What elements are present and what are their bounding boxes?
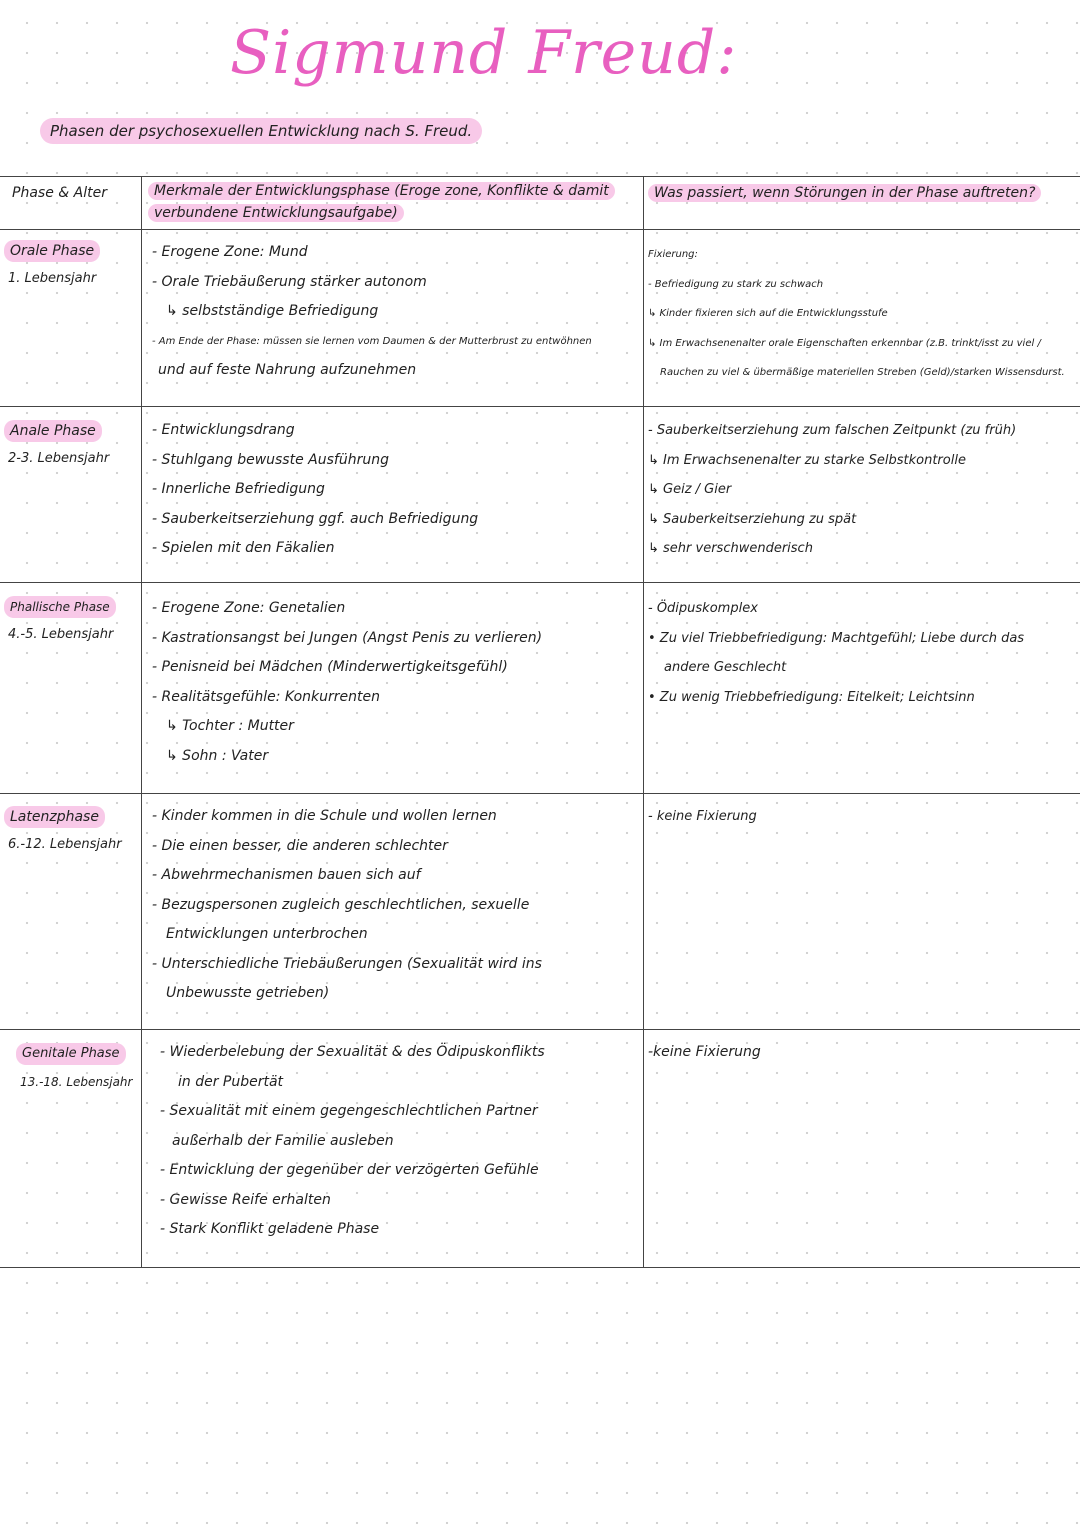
feature-line: - Gewisse Reife erhalten xyxy=(160,1191,331,1208)
feature-line: - Sexualität mit einem gegengeschlechtlichen Partner xyxy=(160,1103,538,1119)
feature-line: - Erogene Zone: Genetalien xyxy=(152,600,346,616)
features-latency xyxy=(152,802,638,1009)
feature-line: Unbewusste getrieben) xyxy=(166,985,330,1001)
disturbance-line: -keine Fixierung xyxy=(648,1044,761,1060)
header-phase-age-text: Phase & Alter xyxy=(12,185,107,201)
disturbances-oral xyxy=(648,240,1076,388)
disturbances-anal xyxy=(648,416,1076,564)
header-disturbances-text: Was passiert, wenn Störungen in der Phase auftreten? xyxy=(648,184,1041,202)
feature-line: - Entwicklung der gegenüber der verzögerten Gefühle xyxy=(160,1162,539,1178)
feature-line: - Orale Triebäußerung stärker autonom xyxy=(152,273,427,290)
column-divider-2 xyxy=(643,176,644,1267)
phase-age: 2-3. Lebensjahr xyxy=(8,451,110,466)
feature-line: - Stark Konflikt geladene Phase xyxy=(160,1221,380,1237)
disturbances-phallic xyxy=(648,594,1076,712)
disturbance-line: ↳ Im Erwachsenenalter zu starke Selbstkontrolle xyxy=(648,452,966,468)
disturbances-latency xyxy=(648,802,1076,832)
feature-line: - Wiederbelebung der Sexualität & des Ödipuskonflikts xyxy=(160,1044,545,1060)
feature-line: - Entwicklungsdrang xyxy=(152,422,295,438)
disturbance-line: Rauchen zu viel & übermäßige materiellen Streben (Geld)/starken Wissensdurst. xyxy=(660,367,1065,378)
disturbance-line: - Sauberkeitserziehung zum falschen Zeitpunkt (zu früh) xyxy=(648,423,1017,438)
page-title: Sigmund Freud: xyxy=(230,18,738,88)
feature-line: - Kinder kommen in die Schule und wollen lernen xyxy=(152,808,497,824)
disturbance-line: andere Geschlecht xyxy=(664,660,787,675)
phase-age: 1. Lebensjahr xyxy=(8,271,97,286)
feature-line: - Innerliche Befriedigung xyxy=(152,481,325,497)
feature-line: ↳ selbstständige Befriedigung xyxy=(166,303,379,319)
header-features-line2: verbundene Entwicklungsaufgabe) xyxy=(148,204,404,222)
phase-name: Genitale Phase xyxy=(16,1043,126,1065)
feature-line: - Sauberkeitserziehung ggf. auch Befriedigung xyxy=(152,510,479,527)
disturbance-line: Fixierung: xyxy=(648,249,698,260)
features-phallic xyxy=(152,594,638,771)
row-divider-2 xyxy=(0,582,1080,583)
disturbance-line: ↳ Kinder fixieren sich auf die Entwicklungsstufe xyxy=(648,308,888,319)
row-divider-1 xyxy=(0,406,1080,407)
phase-age: 4.-5. Lebensjahr xyxy=(8,627,114,642)
phase-name: Anale Phase xyxy=(4,420,102,442)
disturbance-line: - keine Fixierung xyxy=(648,809,757,824)
header-features xyxy=(148,180,638,224)
feature-line: außerhalb der Familie ausleben xyxy=(172,1132,394,1149)
feature-line: - Am Ende der Phase: müssen sie lernen vom Daumen & der Mutterbrust zu entwöhnen xyxy=(152,335,592,347)
header-divider xyxy=(0,229,1080,230)
features-oral xyxy=(152,238,638,386)
phase-name: Latenzphase xyxy=(4,806,105,828)
disturbance-line: • Zu viel Triebbefriedigung: Machtgefühl; Liebe durch das xyxy=(648,630,1025,646)
feature-line: - Die einen besser, die anderen schlechter xyxy=(152,837,448,854)
feature-line: - Erogene Zone: Mund xyxy=(152,244,308,260)
feature-line: - Kastrationsangst bei Jungen (Angst Penis zu verlieren) xyxy=(152,629,543,646)
disturbance-line: ↳ sehr verschwenderisch xyxy=(648,541,813,556)
feature-line: und auf feste Nahrung aufzunehmen xyxy=(158,362,417,378)
feature-line: - Bezugspersonen zugleich geschlechtlichen, sexuelle xyxy=(152,896,530,913)
feature-line: - Abwehrmechanismen bauen sich auf xyxy=(152,867,421,883)
disturbance-line: ↳ Geiz / Gier xyxy=(648,482,732,497)
header-disturbances xyxy=(648,182,1073,204)
phase-cell-genital xyxy=(16,1042,132,1093)
disturbance-line: ↳ Sauberkeitserziehung zu spät xyxy=(648,511,857,527)
feature-line: in der Pubertät xyxy=(178,1073,284,1090)
phase-cell-latency xyxy=(4,806,122,856)
row-divider-3 xyxy=(0,793,1080,794)
feature-line: - Realitätsgefühle: Konkurrenten xyxy=(152,688,380,705)
phase-name: Orale Phase xyxy=(4,240,100,262)
feature-line: ↳ Sohn : Vater xyxy=(166,747,269,764)
phase-age: 13.-18. Lebensjahr xyxy=(20,1075,133,1089)
features-genital xyxy=(160,1038,638,1245)
phase-age: 6.-12. Lebensjahr xyxy=(8,837,122,852)
feature-line: - Stuhlgang bewusste Ausführung xyxy=(152,451,389,468)
disturbance-line: • Zu wenig Triebbefriedigung: Eitelkeit; Leichtsinn xyxy=(648,689,975,705)
row-divider-4 xyxy=(0,1029,1080,1030)
features-anal xyxy=(152,416,638,564)
feature-line: - Spielen mit den Fäkalien xyxy=(152,540,335,556)
disturbances-genital xyxy=(648,1038,1076,1068)
table-top-border xyxy=(0,176,1080,177)
feature-line: - Unterschiedliche Triebäußerungen (Sexualität wird ins xyxy=(152,955,542,972)
page-subtitle: Phasen der psychosexuellen Entwicklung nach S. Freud. xyxy=(40,118,482,144)
feature-line: ↳ Tochter : Mutter xyxy=(166,718,294,734)
feature-line: - Penisneid bei Mädchen (Minderwertigkeitsgefühl) xyxy=(152,659,508,675)
phase-cell-anal xyxy=(4,420,109,470)
phase-name: Phallische Phase xyxy=(4,596,116,618)
phase-cell-oral xyxy=(4,240,100,290)
feature-line: Entwicklungen unterbrochen xyxy=(166,926,368,942)
disturbance-line: ↳ Im Erwachsenenalter orale Eigenschaften erkennbar (z.B. trinkt/isst zu viel / xyxy=(648,337,1041,349)
header-features-line1: Merkmale der Entwicklungsphase (Eroge zone, Konflikte & damit xyxy=(148,182,615,200)
phase-cell-phallic xyxy=(4,596,116,646)
table-bottom-border xyxy=(0,1267,1080,1268)
column-divider-1 xyxy=(141,176,142,1267)
disturbance-line: - Befriedigung zu stark zu schwach xyxy=(648,278,824,290)
disturbance-line: - Ödipuskomplex xyxy=(648,601,758,616)
header-phase-age xyxy=(12,182,107,204)
